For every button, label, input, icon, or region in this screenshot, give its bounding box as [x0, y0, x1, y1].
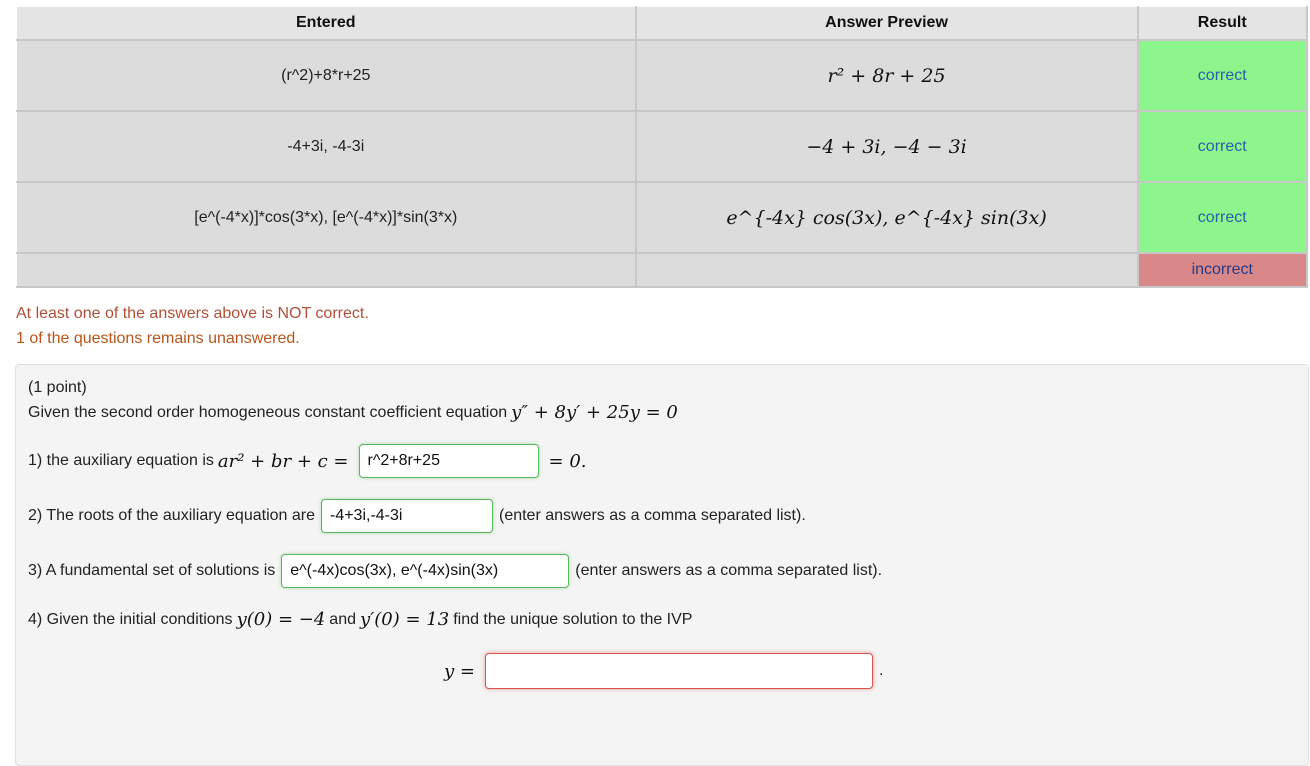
entered-cell: (r^2)+8*r+25 — [17, 40, 636, 111]
ivp-solution-input[interactable] — [485, 653, 873, 689]
entered-cell: -4+3i, -4-3i — [17, 111, 636, 182]
q3-label: 3) A fundamental set of solutions is — [28, 562, 276, 579]
header-result: Result — [1138, 7, 1308, 41]
question-2-line — [28, 499, 806, 533]
q1-label: 1) the auxiliary equation is — [28, 452, 214, 469]
preview-math: e^{-4x} cos(3x), e^{-4x} sin(3x) — [726, 206, 1047, 229]
preview-cell — [636, 111, 1138, 182]
q1-after-math: = 0. — [548, 450, 587, 472]
ivp-answer-line — [440, 653, 883, 689]
intro-line — [28, 402, 682, 423]
entered-cell — [17, 253, 636, 287]
result-cell: correct — [1138, 182, 1308, 253]
q3-after: (enter answers as a comma separated list). — [575, 562, 883, 579]
table-row — [17, 40, 1308, 111]
result-cell: correct — [1138, 111, 1308, 182]
q4-and: and — [329, 610, 356, 628]
question-4-line — [28, 609, 692, 630]
q2-after: (enter answers as a comma separated list). — [498, 507, 806, 524]
preview-cell — [636, 182, 1138, 253]
header-entered: Entered — [17, 7, 636, 41]
preview-math: r² + 8r + 25 — [827, 64, 946, 87]
q1-math: ar² + br + c = — [217, 450, 349, 472]
result-cell: correct — [1138, 40, 1308, 111]
entered-cell: [e^(-4*x)]*cos(3*x), [e^(-4*x)]*sin(3*x) — [17, 182, 636, 253]
table-header-row — [17, 7, 1308, 41]
fundamental-set-input[interactable] — [281, 554, 569, 588]
intro-text: Given the second order homogeneous constant coefficient equation — [28, 403, 508, 421]
q4-cond2-math: y′(0) = 13 — [360, 609, 450, 630]
result-cell: incorrect — [1138, 253, 1308, 287]
q4-pre: 4) Given the initial conditions — [28, 610, 233, 628]
table-row — [17, 253, 1308, 287]
preview-math: −4 + 3i, −4 − 3i — [806, 135, 967, 158]
points-line — [28, 379, 87, 397]
y-equals-math: y = — [444, 660, 475, 682]
q4-post: find the unique solution to the IVP — [453, 610, 693, 628]
question-1-line — [28, 444, 591, 478]
preview-cell — [636, 253, 1138, 287]
question-3-line — [28, 554, 882, 588]
table-row — [17, 111, 1308, 182]
results-table — [16, 6, 1308, 288]
not-correct-message: At least one of the answers above is NOT correct. — [16, 305, 369, 322]
roots-input[interactable] — [321, 499, 493, 533]
aux-equation-input[interactable] — [359, 444, 539, 478]
q2-label: 2) The roots of the auxiliary equation are — [28, 507, 315, 524]
ivp-period: . — [878, 662, 884, 679]
header-answer-preview: Answer Preview — [636, 7, 1138, 41]
equation-math: y″ + 8y′ + 25y = 0 — [511, 402, 678, 423]
problem-panel — [15, 364, 1309, 766]
table-row — [17, 182, 1308, 253]
q4-cond1-math: y(0) = −4 — [236, 609, 326, 630]
points-label: (1 point) — [28, 379, 87, 396]
preview-cell — [636, 40, 1138, 111]
unanswered-message: 1 of the questions remains unanswered. — [16, 330, 300, 347]
